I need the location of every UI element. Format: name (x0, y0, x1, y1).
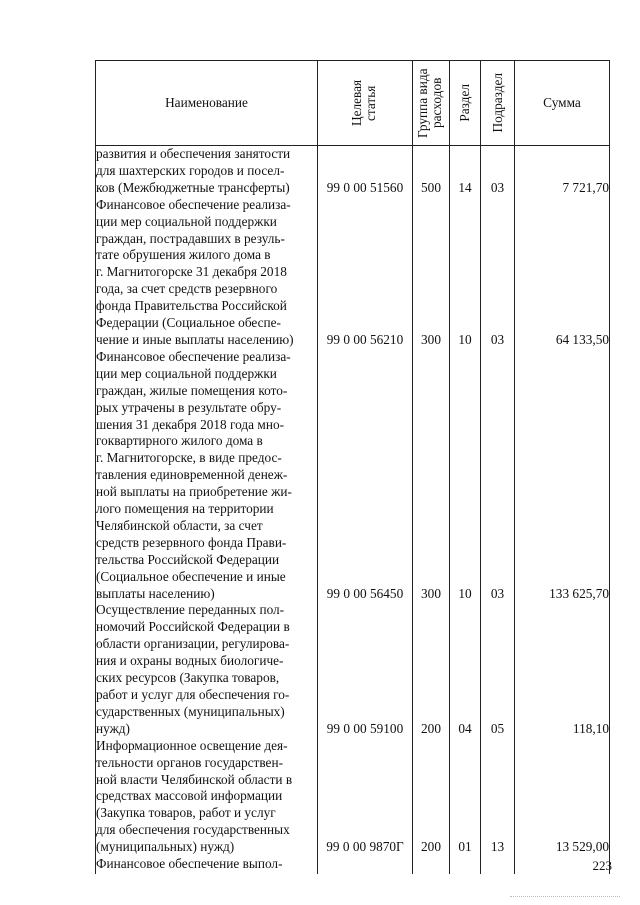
header-name: Наименование (96, 61, 318, 146)
row-subsection: 05 (481, 602, 515, 737)
table-row (96, 146, 610, 197)
row-group: 500 (413, 146, 450, 197)
row-target: 99 0 00 59100 (318, 602, 413, 737)
header-group: Группа вида расходов (413, 61, 450, 146)
scan-edge-mark (510, 896, 620, 898)
table-row (96, 197, 610, 349)
row-section: 14 (450, 146, 481, 197)
row-sum: 64 133,50 (515, 197, 610, 349)
row-subsection: 03 (481, 146, 515, 197)
table-row (96, 856, 610, 874)
row-section: 10 (450, 349, 481, 603)
header-target: Целевая статья (318, 61, 413, 146)
page-number: 223 (592, 858, 612, 873)
row-subsection: 03 (481, 349, 515, 603)
header-sum: Сумма (515, 61, 610, 146)
header-section: Раздел (450, 61, 481, 146)
row-section: 01 (450, 738, 481, 856)
header-subsection: Подраздел (481, 61, 515, 146)
row-group: 200 (413, 602, 450, 737)
row-sum: 118,10 (515, 602, 610, 737)
row-sum: 133 625,70 (515, 349, 610, 603)
row-section: 04 (450, 602, 481, 737)
row-sum: 7 721,70 (515, 146, 610, 197)
row-target: 99 0 00 51560 (318, 146, 413, 197)
row-sum: 13 529,00 (515, 738, 610, 856)
row-subsection: 13 (481, 738, 515, 856)
row-target: 99 0 00 56450 (318, 349, 413, 603)
row-group: 300 (413, 349, 450, 603)
budget-table (95, 60, 610, 874)
table-row (96, 602, 610, 737)
row-group: 300 (413, 197, 450, 349)
table-row (96, 738, 610, 856)
row-group: 200 (413, 738, 450, 856)
row-name: развития и обеспечения занятости для шахтерских городов и посел- ков (Межбюджетные трансферты) (96, 146, 318, 197)
row-section: 10 (450, 197, 481, 349)
row-name: Информационное освещение дея- тельности органов государствен- ной власти Челябинской области в средствах массовой информации (Закупка товаров, работ и услуг для обеспечения государственных (муниципальных) нужд) (96, 738, 318, 856)
row-target: 99 0 00 56210 (318, 197, 413, 349)
row-subsection: 03 (481, 197, 515, 349)
table-row (96, 349, 610, 603)
row-name: Финансовое обеспечение реализа- ции мер социальной поддержки граждан, пострадавших в резуль- тате обрушения жилого дома в г. Магнитогорске 31 декабря 2018 года, за счет средств резервного фонда Правительства Российской Федерации (Социальное обеспе- чение и иные выплаты населению) (96, 197, 318, 349)
row-name: Осуществление переданных пол- номочий Российской Федерации в области организации, регулирова- ния и охраны водных биологиче- ских ресурсов (Закупка товаров, работ и услуг для обеспечения го- сударственных (муниципальных) нужд) (96, 602, 318, 737)
table-header-row (96, 61, 610, 146)
row-name: Финансовое обеспечение выпол- (96, 856, 318, 874)
row-target: 99 0 00 9870Г (318, 738, 413, 856)
row-name: Финансовое обеспечение реализа- ции мер социальной поддержки граждан, жилые помещения кото- рых утрачены в результате обру- шения 31 декабря 2018 года мно- гоквартирного жилого дома в г. Магнитогорске, в виде предос- тавления единовременной денеж- ной выплаты на приобретение жи- лого помещения на территории Челябинской области, за счет средств резервного фонда Прави- тельства Российской Федерации (Социальное обеспечение и иные выплаты населению) (96, 349, 318, 603)
